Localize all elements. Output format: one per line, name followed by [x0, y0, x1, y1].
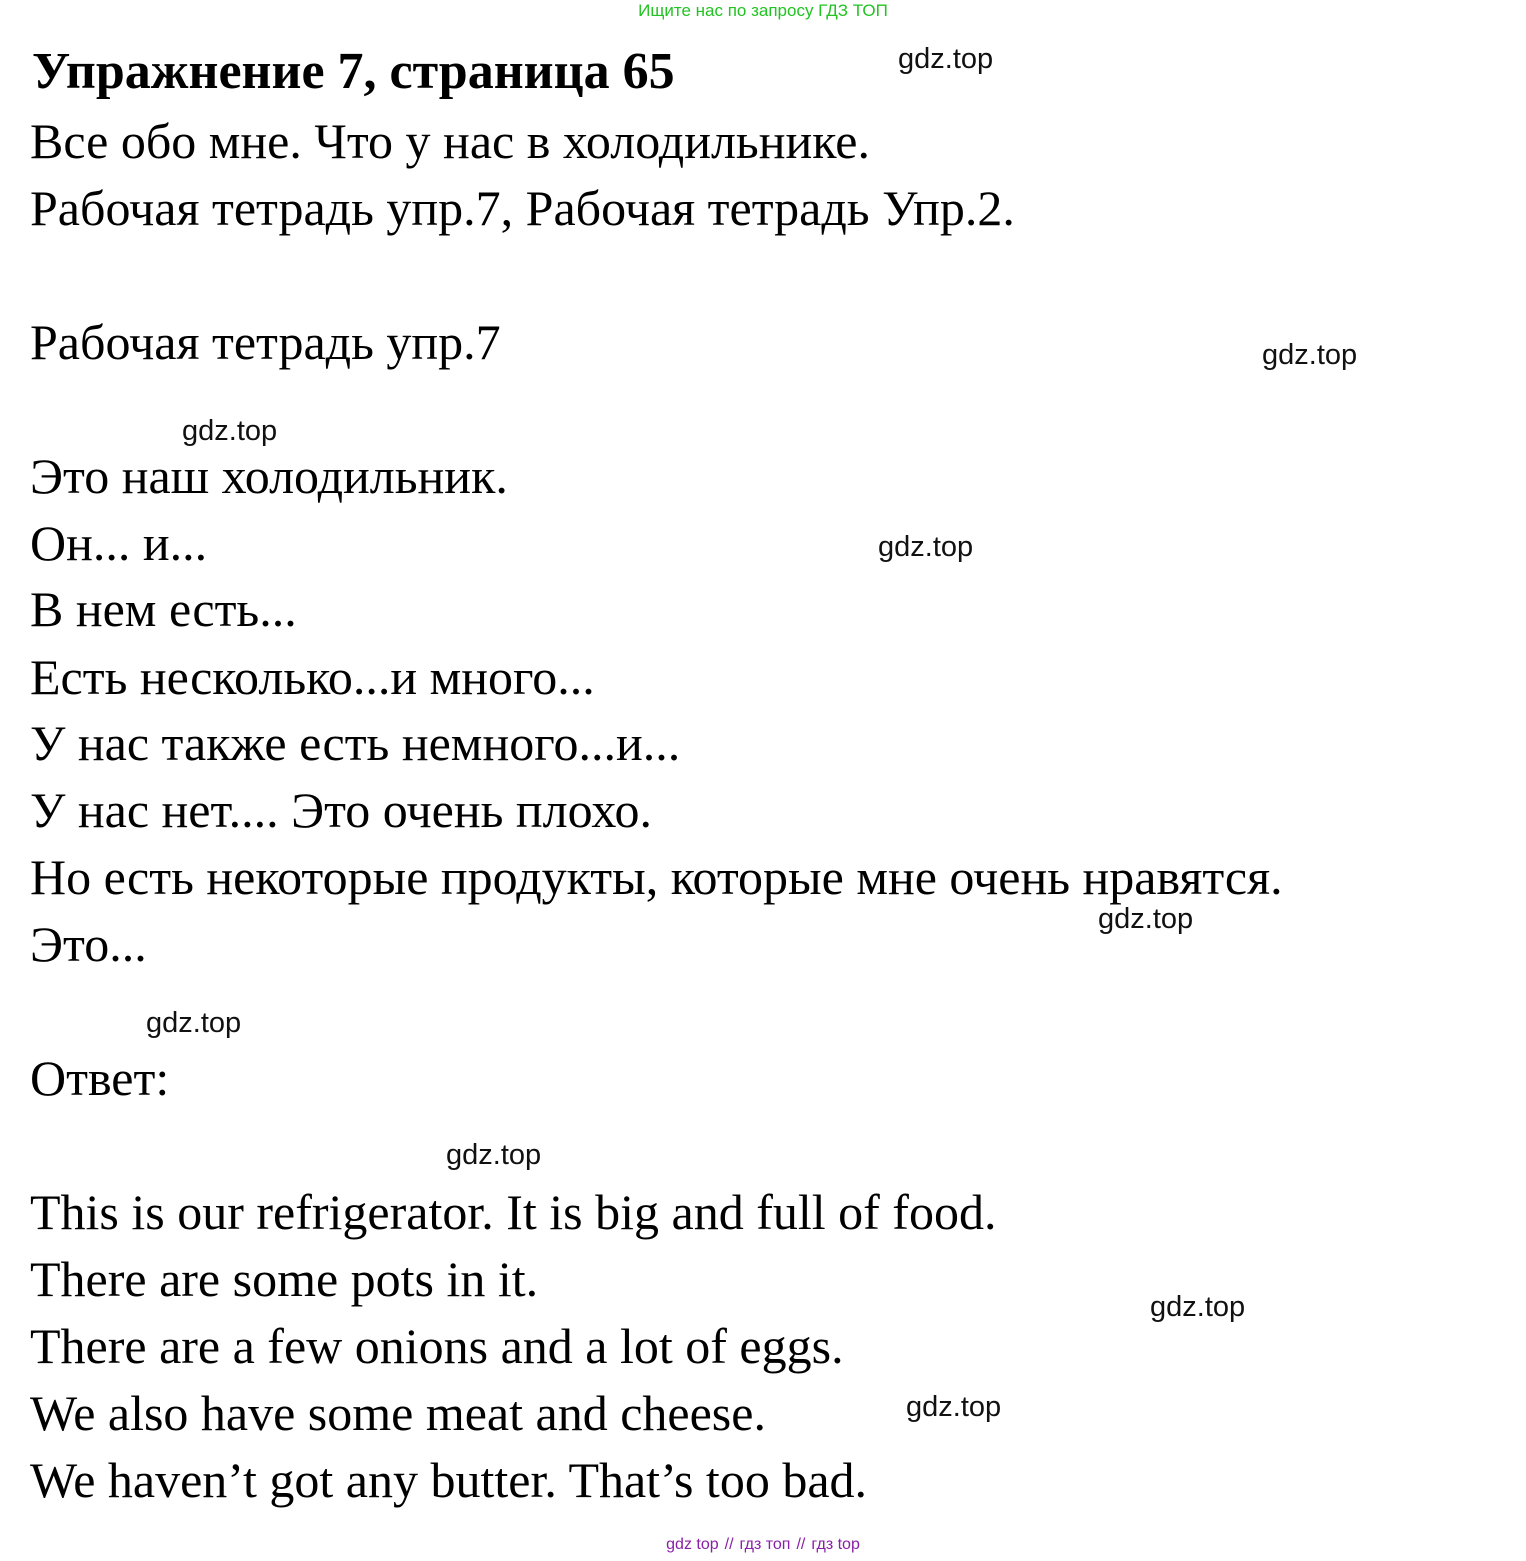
task-line: У нас нет.... Это очень плохо. [30, 782, 652, 838]
answer-line: We also have some meat and cheese. [30, 1385, 766, 1441]
answer-line: There are a few onions and a lot of eggs. [30, 1318, 844, 1374]
search-hint-banner: Ищите нас по запросу ГДЗ ТОП [638, 1, 888, 20]
task-line: Есть несколько...и много... [30, 649, 595, 705]
footer-separator: // [796, 1536, 806, 1553]
answer-line: This is our refrigerator. It is big and full of food. [30, 1184, 997, 1240]
page-title: Упражнение 7, страница 65 [32, 43, 675, 100]
watermark: gdz.top [906, 1391, 1002, 1423]
watermark: gdz.top [182, 415, 278, 447]
task-line: Это... [30, 916, 147, 972]
watermark: gdz.top [1262, 339, 1358, 371]
topic-line: Все обо мне. Что у нас в холодильнике. [30, 113, 870, 169]
footer-item[interactable]: гдз топ [739, 1536, 791, 1553]
watermark: gdz.top [146, 1007, 242, 1039]
footer-separator: // [724, 1536, 734, 1553]
answer-label: Ответ: [30, 1050, 170, 1106]
footer-item[interactable]: гдз top [811, 1536, 860, 1553]
watermark: gdz.top [446, 1139, 542, 1171]
footer-item[interactable]: gdz top [666, 1536, 719, 1553]
task-line: Но есть некоторые продукты, которые мне очень нравятся. [30, 849, 1283, 905]
watermark: gdz.top [878, 531, 974, 563]
task-line: Это наш холодильник. [30, 448, 508, 504]
workbook-reference-line: Рабочая тетрадь упр.7, Рабочая тетрадь Упр.2. [30, 180, 1015, 236]
task-line: Он... и... [30, 515, 208, 571]
watermark: gdz.top [1098, 903, 1194, 935]
task-line: В нем есть... [30, 581, 297, 637]
watermark: gdz.top [1150, 1291, 1246, 1323]
answer-line: There are some pots in it. [30, 1251, 539, 1307]
answer-line: We haven’t got any butter. That’s too bad. [30, 1452, 868, 1508]
footer-links [0, 1533, 1526, 1557]
watermark: gdz.top [898, 43, 994, 75]
task-heading: Рабочая тетрадь упр.7 [30, 314, 501, 370]
task-line: У нас также есть немного...и... [30, 715, 681, 771]
